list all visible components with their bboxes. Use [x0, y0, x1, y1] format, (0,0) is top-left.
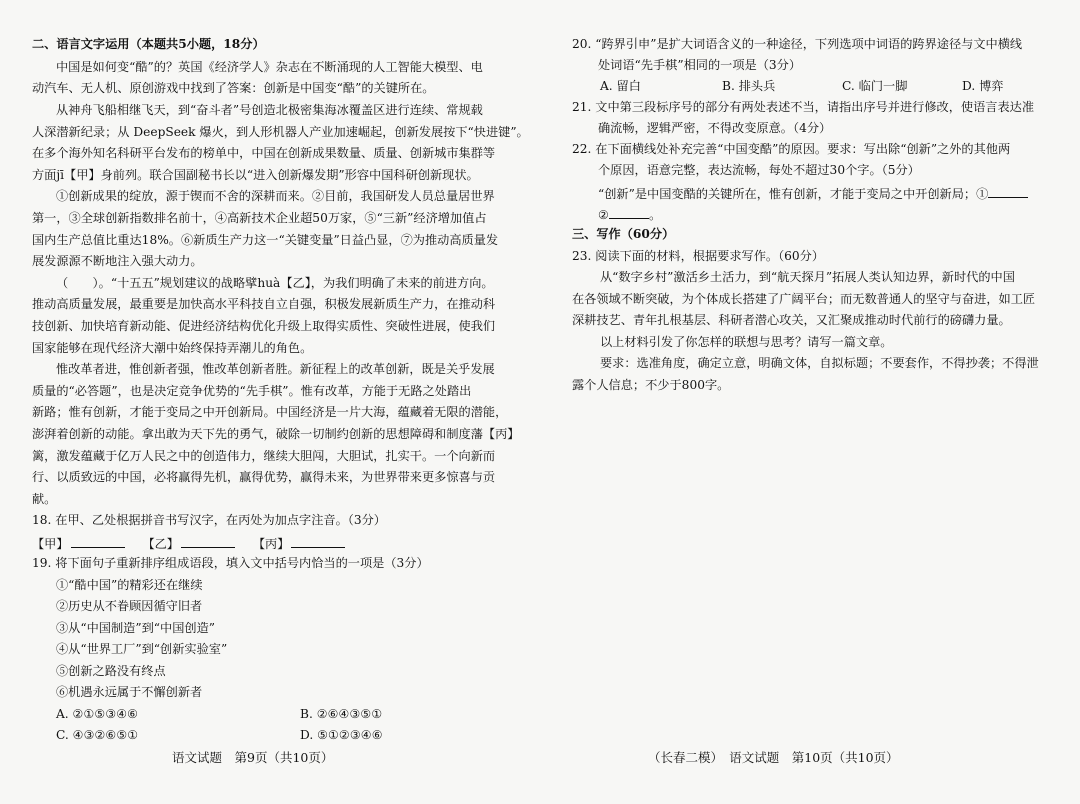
passage-line: 人深潜新纪录；从 DeepSeek 爆火，到人形机器人产业加速崛起，创新发展按下“快进键”。: [32, 125, 529, 139]
requirements: 要求：选准角度，确定立意，明确文体，自拟标题；不要套作，不得抄袭；不得泄: [600, 356, 1039, 370]
q19-option-b[interactable]: B. ②⑥④③⑤①: [300, 707, 383, 721]
passage-line: 中国是如何变“酷”的？英国《经济学人》杂志在不断涌现的人工智能大模型、电: [56, 60, 483, 74]
q18-yi-blank[interactable]: [181, 536, 235, 548]
passage-line: 新路；惟有创新，才能于变局之中开创新局。中国经济是一片大海，蕴藏着无限的潜能，: [32, 405, 508, 419]
passage-line: 澎湃着创新的动能。拿出敢为天下先的勇气，破除一切制约创新的思想障碍和制度藩【丙】: [32, 427, 520, 441]
question-23: 23. 阅读下面的材料，根据要求写作。（60分）: [572, 249, 825, 263]
q19-item: ⑤创新之路没有终点: [56, 664, 166, 678]
passage-line: 方面jī【甲】身前列。联合国副秘书长以“进入创新爆发期”形容中国科研创新现状。: [32, 168, 479, 182]
q18-bing-label: 【丙】: [252, 537, 290, 551]
q18-jia-label: 【甲】: [32, 537, 69, 551]
passage-line: 推动高质量发展，最重要是加快高水平科技自立自强，积极发展新质生产力，在推动科: [32, 297, 496, 311]
passage-line: 质量的“必答题”，也是决定竞争优势的“先手棋”。惟有改革，方能于无路之处踏出: [32, 384, 472, 398]
passage-line: 技创新、加快培育新动能、促进经济结构优化升级上取得实质性、突破性进展，使我们: [32, 319, 496, 333]
passage-line: 献。: [32, 492, 57, 506]
passage-line: ①创新成果的绽放，源于锲而不舍的深耕而来。②目前，我国研发人员总量居世界: [56, 189, 495, 203]
question-21: 21. 文中第三段标序号的部分有两处表述不当，请指出序号并进行修改，使语言表达准: [572, 100, 1035, 114]
q19-item: ③从“中国制造”到“中国创造”: [56, 621, 215, 635]
q19-item: ①“酷中国”的精彩还在继续: [56, 578, 203, 592]
material-line: 深耕技艺、青年扎根基层、科研者潜心攻关，又汇聚成推动时代前行的磅礴力量。: [572, 313, 1011, 327]
question-22: 22. 在下面横线处补充完善“中国变酷”的原因。要求：写出除“创新”之外的其他两: [572, 142, 1011, 156]
question-19: 19. 将下面句子重新排序组成语段，填入文中括号内恰当的一项是（3分）: [32, 556, 429, 570]
passage-line: 篱，激发蕴藏于亿万人民之中的创造伟力，继续大胆闯，大胆试，扎实干。一个向新而: [32, 449, 496, 463]
q19-item: ②历史从不眷顾因循守旧者: [56, 599, 203, 613]
q22-stem-2: ② 。: [598, 208, 662, 222]
q19-item: ⑥机遇永远属于不懈创新者: [56, 685, 203, 699]
q20-option-c[interactable]: C. 临门一脚: [842, 79, 908, 93]
section2-heading: 二、语言文字运用（本题共5小题，18分）: [32, 37, 265, 51]
passage-line: 展发源源不断地注入强大动力。: [32, 254, 203, 268]
question-18-blanks: [32, 536, 345, 550]
passage-line: （ ）。“十五五”规划建议的战略擘huà【乙】，为我们明确了未来的前进方向。: [56, 276, 494, 290]
q20-option-b[interactable]: B. 排头兵: [722, 79, 776, 93]
question-20-cont: 处词语“先手棋”相同的一项是（3分）: [598, 58, 802, 72]
q19-item: ④从“世界工厂”到“创新实验室”: [56, 642, 228, 656]
question-18: 18. 在甲、乙处根据拼音书写汉字，在丙处为加点字注音。（3分）: [32, 513, 386, 527]
passage-line: 第一，③全球创新指数排名前十，④高新技术企业超50万家，⑤“三新”经济增加值占: [32, 211, 487, 225]
section3-heading: 三、写作（60分）: [572, 227, 675, 241]
question-20: 20. “跨界引申”是扩大词语含义的一种途径，下列选项中词语的跨界途径与文中横线: [572, 37, 1023, 51]
requirements-cont: 露个人信息；不少于800字。: [572, 378, 730, 392]
material-line: 从“数字乡村”激活乡土活力，到“航天探月”拓展人类认知边界，新时代的中国: [600, 270, 1015, 284]
q22-blank-2[interactable]: [609, 207, 649, 219]
left-page-footer: 语文试题 第9页（共10页）: [172, 750, 334, 765]
material-line: 以上材料引发了你怎样的联想与思考？请写一篇文章。: [600, 335, 893, 349]
question-22-cont: 个原因，语意完整，表达流畅，每处不超过30个字。（5分）: [598, 163, 920, 177]
question-21-cont: 确流畅，逻辑严密，不得改变原意。（4分）: [598, 121, 832, 135]
q18-bing-blank[interactable]: [291, 536, 345, 548]
passage-line: 从神舟飞船相继飞天，到“奋斗者”号创造北极密集海冰覆盖区进行连续、常规载: [56, 103, 483, 117]
passage-line: 在多个海外知名科研平台发布的榜单中，中国在创新成果数量、质量、创新城市集群等: [32, 146, 496, 160]
q22-circled-2: ②: [598, 208, 609, 222]
q22-stem: [598, 186, 1028, 200]
material-line: 在各领域不断突破，为个体成长搭建了广阔平台；而无数普通人的坚守与奋进，如工匠: [572, 292, 1036, 306]
passage-line: 国内生产总值比重达18%。⑥新质生产力这一“关键变量”日益凸显，⑦为推动高质量发: [32, 233, 499, 247]
right-page: [540, 0, 1080, 804]
q20-option-d[interactable]: D. 博弈: [962, 79, 1004, 93]
q20-option-a[interactable]: A. 留白: [600, 79, 641, 93]
q19-option-a[interactable]: A. ②①⑤③④⑥: [56, 707, 139, 721]
right-page-footer: （长春二模） 语文试题 第10页（共10页）: [648, 750, 899, 765]
passage-line: 国家能够在现代经济大潮中始终保持弄潮儿的角色。: [32, 341, 313, 355]
q18-jia-blank[interactable]: [71, 536, 125, 548]
q18-yi-label: 【乙】: [142, 537, 179, 551]
q22-stem-text: “创新”是中国变酷的关键所在，惟有创新，才能于变局之中开创新局；①: [598, 187, 989, 201]
passage-line: 惟改革者进，惟创新者强，惟改革创新者胜。新征程上的改革创新，既是关乎发展: [56, 362, 495, 376]
passage-line: 动汽车、无人机、原创游戏中找到了答案：创新是中国变“酷”的关键所在。: [32, 81, 435, 95]
passage-line: 行、以质致远的中国，必将赢得先机，赢得优势，赢得未来，为世界带来更多惊喜与贡: [32, 470, 496, 484]
q22-blank-1[interactable]: [988, 186, 1028, 198]
q19-option-c[interactable]: C. ④③②⑥⑤①: [56, 728, 139, 742]
q19-option-d[interactable]: D. ⑤①②③④⑥: [300, 728, 383, 742]
